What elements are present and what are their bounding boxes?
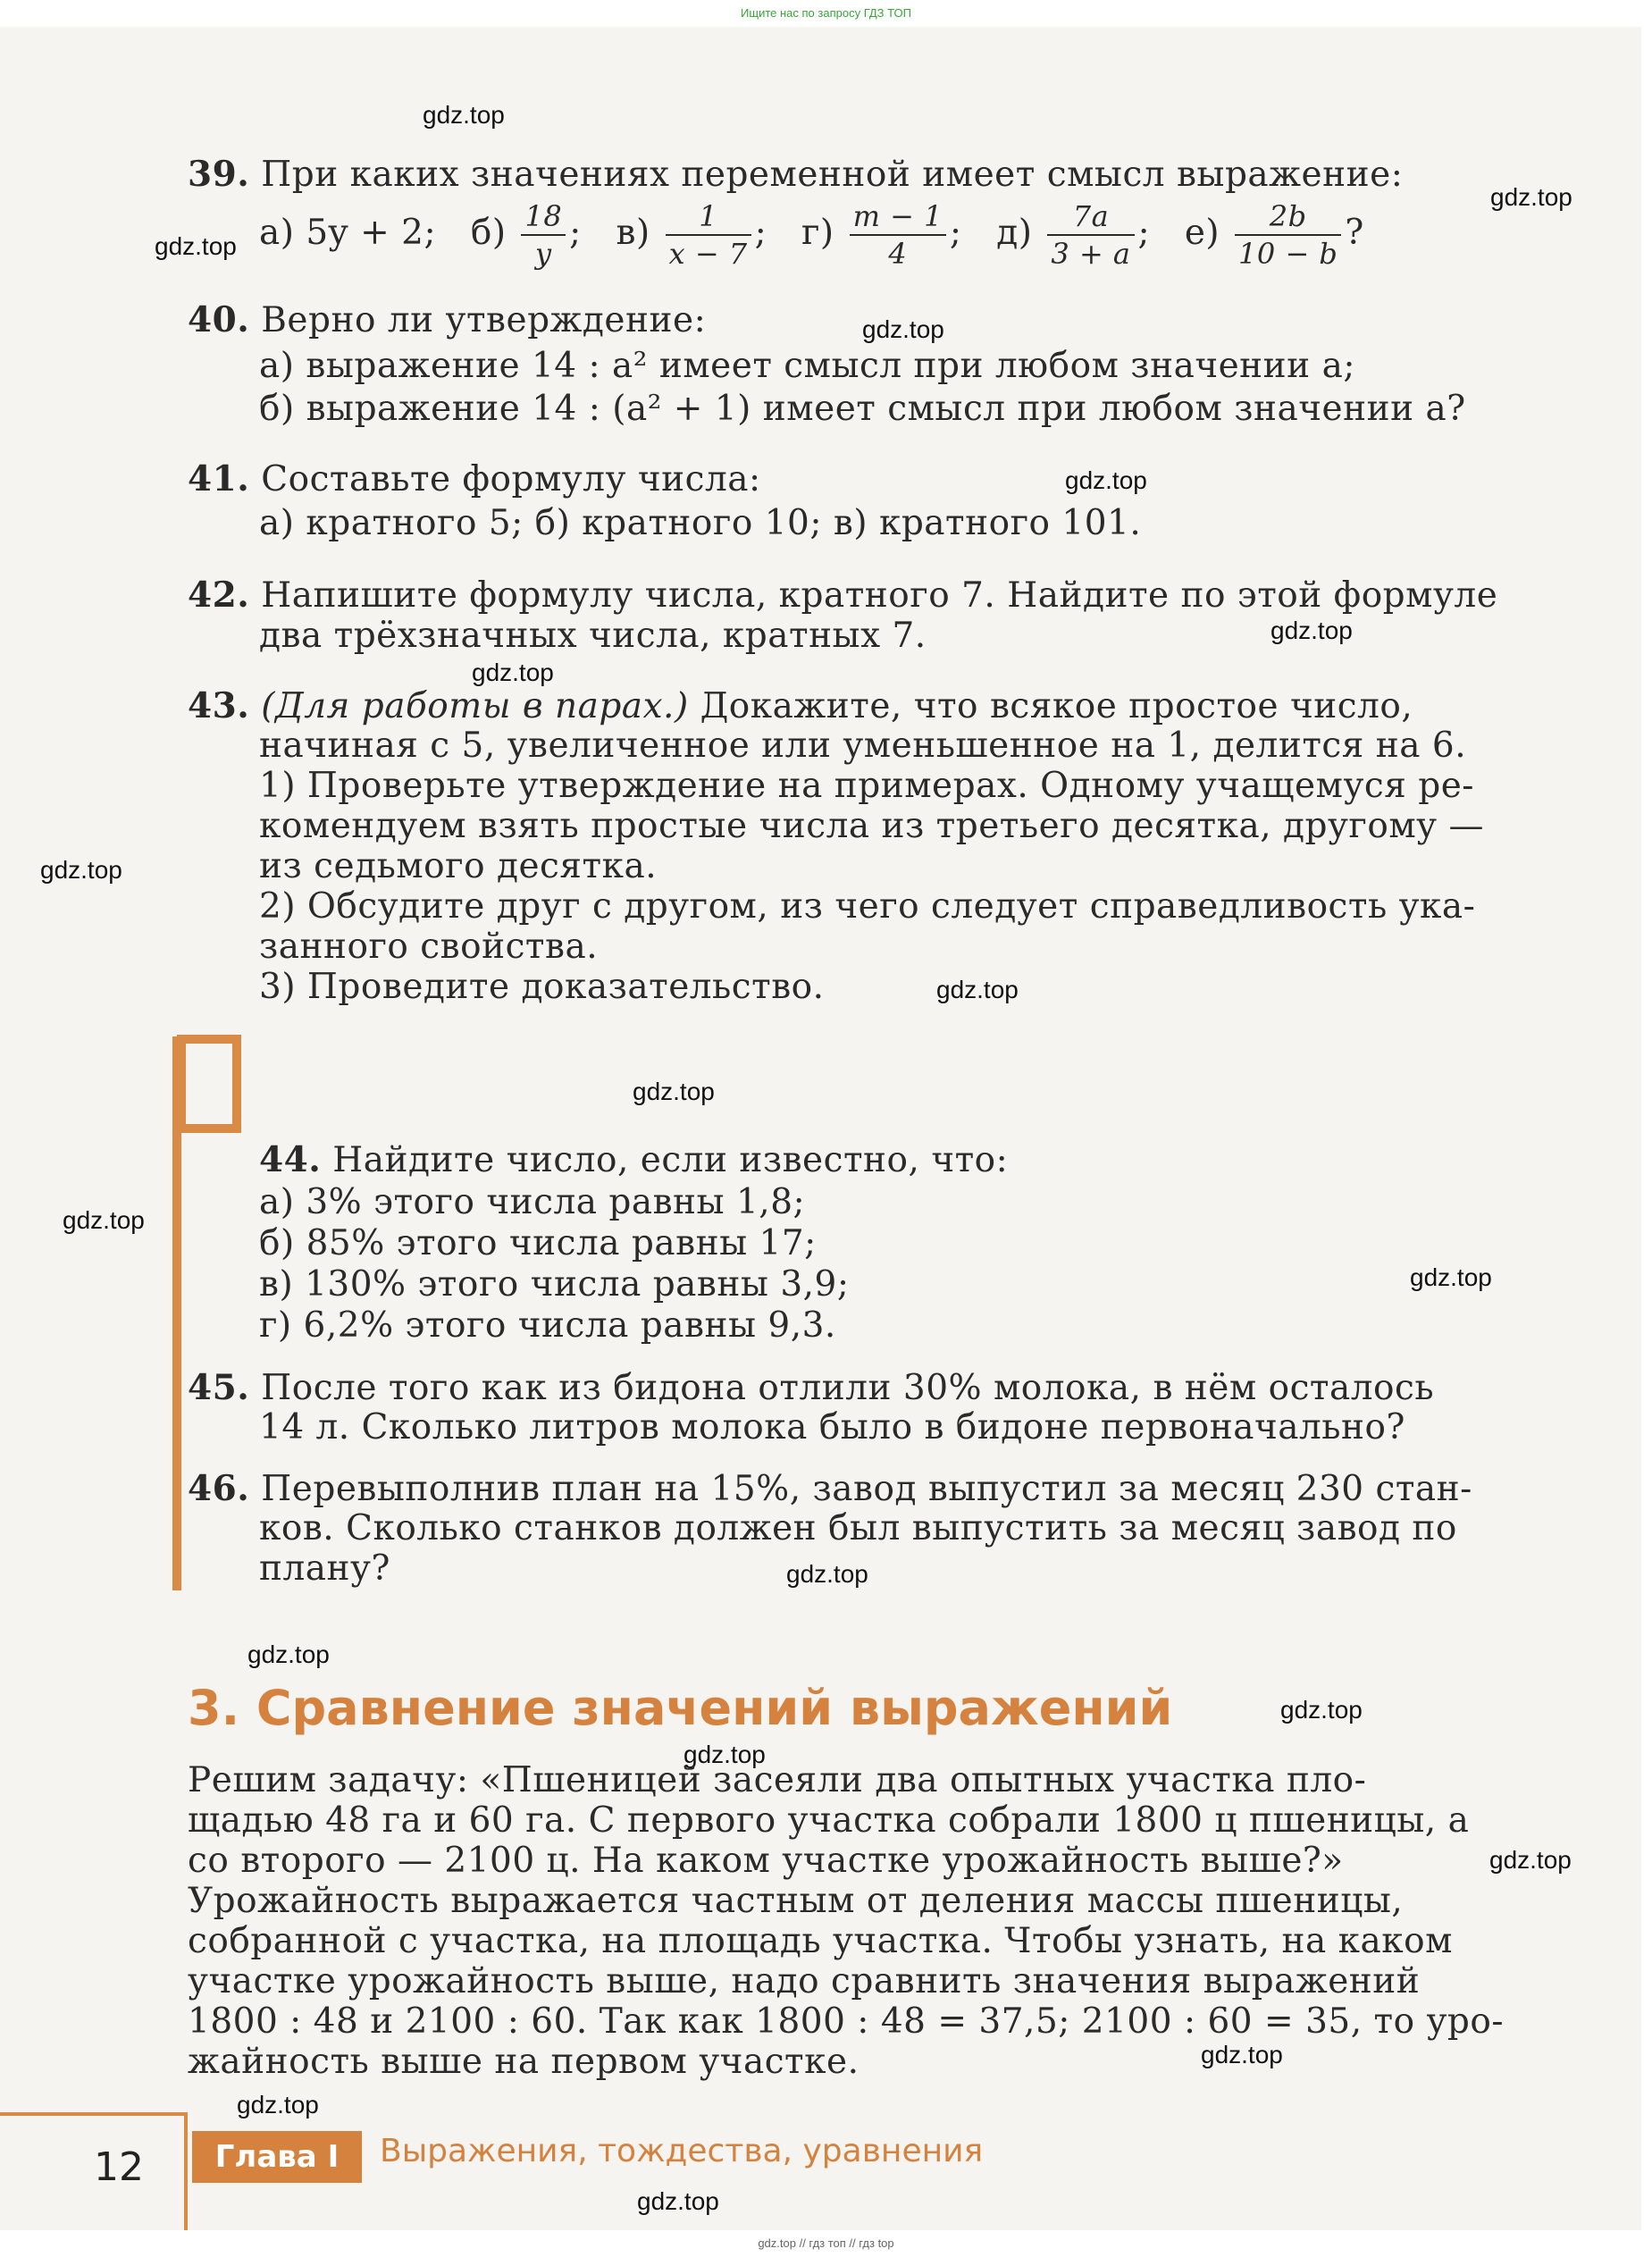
fraction-b [521,198,566,272]
problem-40 [188,299,706,340]
watermark: gdz.top [237,2091,319,2119]
problem-44-g: г) 6,2% этого числа равны 9,3. [259,1305,836,1346]
problem-46 [188,1468,1472,1509]
watermark: gdz.top [633,1078,715,1105]
watermark: gdz.top [1280,1696,1363,1724]
problem-43-line8: 3) Проведите доказательство. [259,967,825,1007]
numerator: 18 [521,198,566,236]
watermark: gdz.top [155,232,237,260]
problem-43-line3: 1) Проверьте утверждение на примерах. Одному учащемуся ре- [259,766,1474,806]
paragraph-line: Урожайность выражается частным от деления массы пшеницы, [188,1881,1404,1921]
option-e-label: е) [1184,213,1220,253]
problem-45 [188,1367,1434,1408]
problem-number: 41. [188,458,250,499]
denominator: y [535,237,552,271]
option-v-label: в) [616,213,650,253]
watermark: gdz.top [1410,1263,1492,1291]
problem-text: Докажите, что всякое простое число, [688,686,1413,726]
problem-text: Перевыполнив план на 15%, завод выпустил за месяц 230 стан- [261,1469,1472,1509]
problem-43-line6: 2) Обсудите друг с другом, из чего следует справедливость ука- [259,886,1476,927]
option-d-label: д) [996,213,1033,253]
watermark: gdz.top [423,101,505,129]
fraction-d [1047,198,1134,272]
paragraph-line: 1800 : 48 и 2100 : 60. Так как 1800 : 48 = 37,5; 2100 : 60 = 35, то уро- [188,2001,1505,2042]
fraction-v [666,198,751,272]
chapter-tag: Глава I [192,2131,362,2183]
problem-number: 45. [188,1367,250,1408]
denominator: 4 [888,237,908,271]
problem-43-line7: занного свойства. [259,927,599,967]
paragraph-line: участке урожайность выше, надо сравнить значения выражений [188,1961,1421,2001]
problem-39-options: а) 5y + 2; б) $\frac{18}{y}$ ; в) $\frac{1}{x - 7}$ ; г) $\frac{m - 1}{4}$ ; д) $\frac{7a}{3 + a}$ ; е) $\frac{2b}{10 - b}$ ? [259,199,1364,271]
watermark: gdz.top [1270,617,1353,644]
paragraph-line: со второго — 2100 ц. На каком участке урожайность выше?» [188,1841,1344,1881]
bottom-banner[interactable]: gdz.top // гдз топ // гдз top [0,2230,1652,2257]
problem-39 [188,154,1403,195]
watermark: gdz.top [40,856,122,884]
problem-44-a: а) 3% этого числа равны 1,8; [259,1182,806,1222]
section-title: 3. Сравнение значений выражений [188,1680,1173,1736]
repeat-section-icon [177,1035,241,1133]
watermark: gdz.top [63,1206,145,1234]
fraction-e [1235,198,1341,272]
chapter-title: Выражения, тождества, уравнения [380,2133,984,2169]
problem-number: 39. [188,154,250,195]
problem-text: Напишите формулу числа, кратного 7. Найдите по этой формуле [261,575,1498,616]
watermark: gdz.top [1489,1846,1572,1874]
numerator: 7a [1047,198,1134,236]
problem-number: 42. [188,575,250,616]
watermark: gdz.top [786,1560,868,1588]
problem-number: 46. [188,1468,250,1509]
numerator: m − 1 [850,198,946,236]
numerator: 2b [1235,198,1341,236]
problem-43-line2: начиная с 5, увеличенное или уменьшенное на 1, делится на 6. [259,726,1467,766]
watermark: gdz.top [1490,183,1572,211]
top-banner[interactable]: Ищите нас по запросу ГДЗ ТОП [0,0,1652,27]
problem-44 [259,1139,1008,1180]
denominator: 3 + a [1051,237,1131,271]
watermark: gdz.top [472,659,554,686]
problem-number: 43. [188,685,250,726]
watermark: gdz.top [637,2187,719,2215]
paragraph-line: щадью 48 га и 60 га. С первого участка собрали 1800 ц пшеницы, а [188,1800,1470,1841]
problem-43-line4: комендуем взять простые числа из третьего десятка, другому — [259,806,1485,846]
problem-text: После того как из бидона отлили 30% молока, в нём осталось [261,1368,1435,1408]
watermark: gdz.top [1065,466,1147,494]
problem-number: 40. [188,299,250,340]
denominator: 10 − b [1238,237,1338,271]
watermark: gdz.top [862,315,944,343]
fraction-g [850,198,946,272]
problem-42 [188,575,1497,616]
problem-40-b: б) выражение 14 : (a² + 1) имеет смысл при любом значении a? [259,389,1466,429]
option-a: а) 5y + 2; [259,213,437,253]
page-number: 12 [94,2144,144,2190]
paragraph-line: жайность выше на первом участке. [188,2042,860,2082]
problem-45-line2: 14 л. Сколько литров молока было в бидоне первоначально? [259,1407,1405,1447]
watermark: gdz.top [683,1741,766,1768]
option-g-label: г) [801,213,834,253]
problem-44-b: б) 85% этого числа равны 17; [259,1223,817,1263]
problem-text: Составьте формулу числа: [261,459,761,499]
problem-40-a: а) выражение 14 : a² имеет смысл при любом значении a; [259,346,1355,386]
numerator: 1 [666,198,751,236]
problem-41-items: а) кратного 5; б) кратного 10; в) кратного 101. [259,503,1142,543]
denominator: x − 7 [668,237,748,271]
watermark: gdz.top [1201,2041,1283,2068]
problem-text: Найдите число, если известно, что: [332,1140,1009,1180]
pair-work-note: (Для работы в парах.) [261,686,689,726]
problem-text: При каких значениях переменной имеет смысл выражение: [261,155,1404,195]
option-b-label: б) [470,213,507,253]
problem-46-line3: плану? [259,1548,390,1589]
problem-46-line2: ков. Сколько станков должен был выпустить за месяц завод по [259,1508,1457,1548]
problem-42-line2: два трёхзначных числа, кратных 7. [259,616,927,656]
page-edge [1641,27,1652,2230]
watermark: gdz.top [936,976,1019,1003]
problem-number: 44. [259,1139,322,1180]
paragraph-line: Решим задачу: «Пшеницей засеяли два опытных участка пло- [188,1760,1367,1800]
problem-text: Верно ли утверждение: [261,300,707,340]
watermark: gdz.top [247,1640,330,1668]
problem-44-v: в) 130% этого числа равны 3,9; [259,1264,850,1305]
problem-43-line5: из седьмого десятка. [259,846,658,886]
paragraph-line: собранной с участка, на площадь участка. Чтобы узнать, на каком [188,1921,1453,1961]
problem-41 [188,458,761,499]
problem-43 [188,685,1413,726]
